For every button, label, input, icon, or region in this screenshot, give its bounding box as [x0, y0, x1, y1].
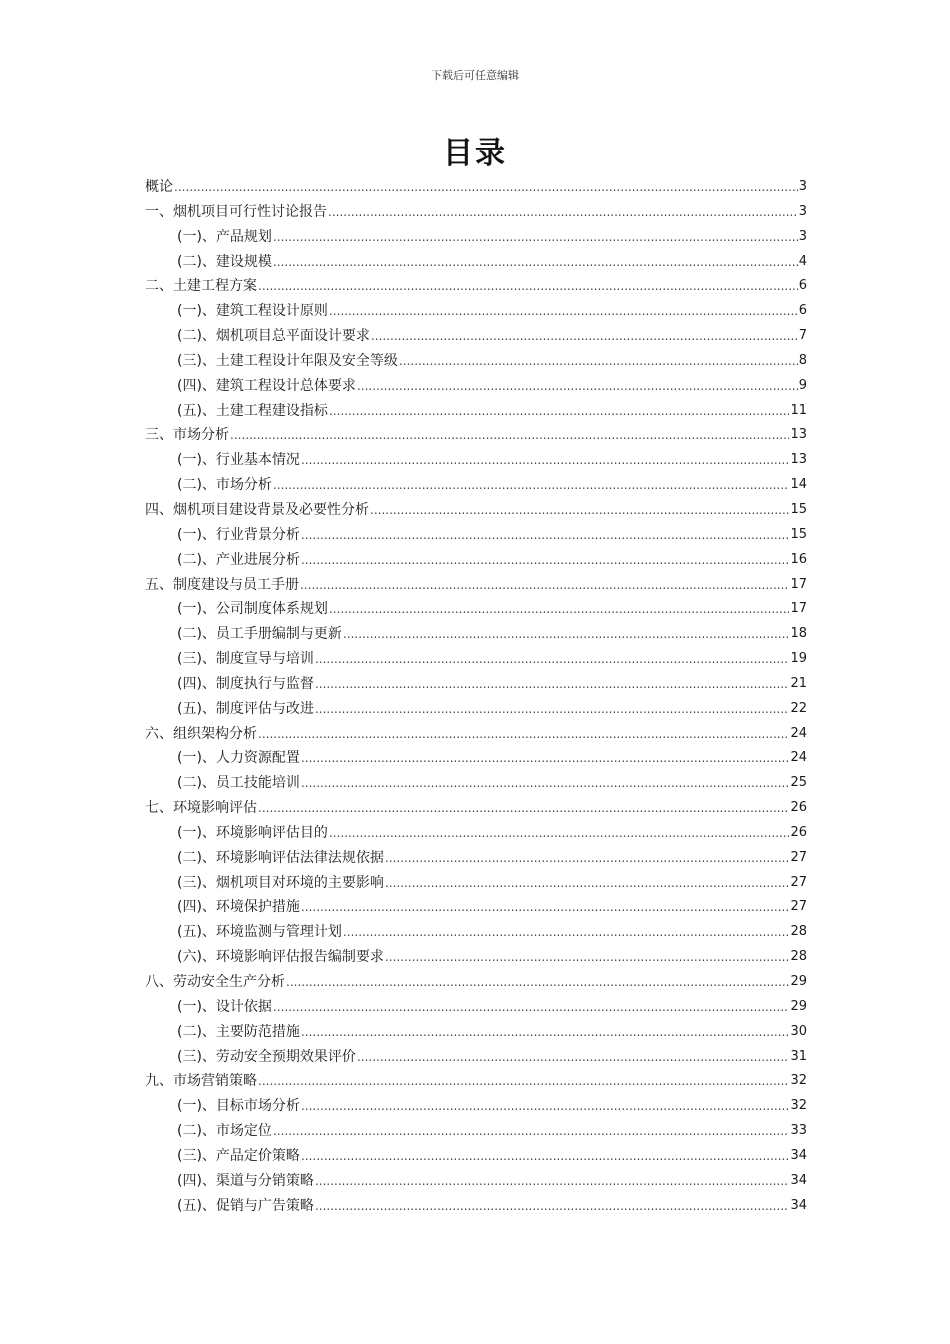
- toc-entry-page: 13: [790, 427, 807, 443]
- toc-entry-page: 27: [790, 874, 807, 890]
- toc-entry-label: (一)、产品规划: [177, 228, 272, 245]
- toc-dot-leader: [328, 200, 798, 225]
- toc-entry[interactable]: [145, 1119, 807, 1144]
- toc-dot-leader: [301, 523, 790, 548]
- toc-dot-leader: [301, 895, 790, 920]
- toc-entry-label: (二)、员工手册编制与更新: [177, 626, 342, 643]
- toc-dot-leader: [301, 448, 790, 473]
- toc-entry-page: 34: [790, 1197, 807, 1213]
- toc-entry[interactable]: [145, 1169, 807, 1194]
- toc-entry-label: (三)、土建工程设计年限及安全等级: [177, 352, 398, 369]
- toc-dot-leader: [371, 324, 798, 349]
- toc-entry-label: (一)、目标市场分析: [177, 1098, 300, 1115]
- toc-dot-leader: [258, 274, 798, 299]
- toc-entry[interactable]: [145, 473, 807, 498]
- toc-entry[interactable]: [145, 871, 807, 896]
- toc-entry-label: (一)、建筑工程设计原则: [177, 303, 328, 320]
- toc-entry-label: (二)、主要防范措施: [177, 1023, 300, 1040]
- toc-dot-leader: [301, 1020, 790, 1045]
- toc-entry-label: (四)、制度执行与监督: [177, 675, 314, 692]
- toc-entry-page: 28: [790, 924, 807, 940]
- toc-entry[interactable]: [145, 995, 807, 1020]
- toc-entry-label: (二)、产业进展分析: [177, 551, 300, 568]
- toc-entry-label: (三)、产品定价策略: [177, 1147, 300, 1164]
- toc-dot-leader: [273, 250, 798, 275]
- toc-entry[interactable]: [145, 1069, 807, 1094]
- toc-entry-page: 28: [790, 949, 807, 965]
- toc-entry[interactable]: [145, 1194, 807, 1219]
- toc-entry-page: 6: [798, 303, 807, 319]
- toc-dot-leader: [385, 846, 790, 871]
- toc-entry-page: 19: [790, 651, 807, 667]
- toc-entry-page: 3: [798, 228, 807, 244]
- toc-entry-label: (一)、行业基本情况: [177, 452, 300, 469]
- toc-entry-page: 26: [790, 800, 807, 816]
- toc-entry-label: (一)、环境影响评估目的: [177, 824, 328, 841]
- toc-entry[interactable]: [145, 1045, 807, 1070]
- toc-entry-page: 29: [790, 998, 807, 1014]
- toc-entry-page: 22: [790, 700, 807, 716]
- toc-dot-leader: [315, 672, 790, 697]
- toc-entry[interactable]: [145, 423, 807, 448]
- toc-entry-page: 21: [790, 675, 807, 691]
- toc-dot-leader: [329, 299, 798, 324]
- toc-dot-leader: [273, 225, 798, 250]
- toc-entry-page: 7: [798, 328, 807, 344]
- toc-entry[interactable]: [145, 374, 807, 399]
- toc-entry-label: 三、市场分析: [145, 427, 229, 444]
- toc-entry-page: 24: [790, 750, 807, 766]
- toc-entry-page: 26: [790, 824, 807, 840]
- toc-entry[interactable]: [145, 647, 807, 672]
- toc-dot-leader: [301, 771, 790, 796]
- toc-entry-page: 11: [790, 402, 807, 418]
- toc-entry[interactable]: [145, 1020, 807, 1045]
- toc-entry[interactable]: [145, 895, 807, 920]
- toc-entry-page: 34: [790, 1172, 807, 1188]
- toc-entry-page: 25: [790, 775, 807, 791]
- toc-entry-label: (二)、市场定位: [177, 1123, 272, 1140]
- toc-entry-page: 14: [790, 477, 807, 493]
- toc-dot-leader: [343, 622, 790, 647]
- toc-dot-leader: [301, 1144, 790, 1169]
- toc-entry-page: 32: [790, 1098, 807, 1114]
- toc-entry[interactable]: [145, 225, 807, 250]
- toc-dot-leader: [315, 647, 790, 672]
- table-of-contents: [145, 175, 807, 1218]
- toc-entry-label: 九、市场营销策略: [145, 1073, 257, 1090]
- toc-entry[interactable]: [145, 622, 807, 647]
- toc-entry-label: (二)、建设规模: [177, 253, 272, 270]
- toc-dot-leader: [329, 399, 790, 424]
- toc-entry-page: 3: [798, 203, 807, 219]
- toc-entry-label: (四)、环境保护措施: [177, 899, 300, 916]
- toc-dot-leader: [370, 498, 789, 523]
- toc-entry[interactable]: [145, 399, 807, 424]
- toc-dot-leader: [385, 871, 790, 896]
- toc-dot-leader: [300, 573, 789, 598]
- toc-entry-page: 34: [790, 1147, 807, 1163]
- toc-entry-page: 8: [798, 352, 807, 368]
- toc-dot-leader: [315, 1169, 790, 1194]
- toc-entry-page: 30: [790, 1023, 807, 1039]
- toc-entry[interactable]: [145, 1094, 807, 1119]
- toc-entry[interactable]: [145, 573, 807, 598]
- toc-entry-page: 18: [790, 626, 807, 642]
- toc-entry[interactable]: [145, 672, 807, 697]
- toc-entry[interactable]: [145, 821, 807, 846]
- toc-entry-page: 29: [790, 974, 807, 989]
- toc-entry-page: 27: [790, 849, 807, 865]
- toc-entry-label: 二、土建工程方案: [145, 278, 257, 295]
- toc-entry-label: (二)、市场分析: [177, 477, 272, 494]
- toc-entry-page: 6: [798, 278, 807, 294]
- toc-entry-page: 13: [790, 452, 807, 468]
- toc-entry-label: (六)、环境影响评估报告编制要求: [177, 949, 384, 966]
- toc-entry-page: 17: [790, 576, 807, 592]
- toc-dot-leader: [315, 697, 790, 722]
- toc-title: 目录: [443, 136, 507, 171]
- toc-entry-label: 四、烟机项目建设背景及必要性分析: [145, 501, 369, 518]
- toc-dot-leader: [273, 473, 790, 498]
- toc-entry[interactable]: [145, 448, 807, 473]
- toc-entry-page: 24: [790, 725, 807, 741]
- toc-entry-page: 9: [798, 377, 807, 393]
- toc-entry[interactable]: [145, 175, 807, 200]
- toc-entry-label: 一、烟机项目可行性讨论报告: [145, 203, 327, 220]
- toc-entry-label: (四)、建筑工程设计总体要求: [177, 377, 356, 394]
- toc-entry-label: (五)、环境监测与管理计划: [177, 924, 342, 941]
- toc-entry[interactable]: [145, 970, 807, 995]
- toc-dot-leader: [343, 920, 790, 945]
- toc-entry[interactable]: [145, 796, 807, 821]
- toc-dot-leader: [258, 796, 789, 821]
- toc-dot-leader: [258, 722, 789, 747]
- toc-entry[interactable]: [145, 274, 807, 299]
- toc-entry[interactable]: [145, 523, 807, 548]
- toc-entry-label: (一)、行业背景分析: [177, 526, 300, 543]
- toc-dot-leader: [273, 995, 790, 1020]
- toc-dot-leader: [329, 597, 790, 622]
- toc-dot-leader: [230, 423, 789, 448]
- toc-dot-leader: [301, 548, 790, 573]
- toc-entry-label: (一)、公司制度体系规划: [177, 601, 328, 618]
- toc-entry[interactable]: [145, 945, 807, 970]
- toc-entry-label: (二)、环境影响评估法律法规依据: [177, 849, 384, 866]
- toc-dot-leader: [286, 970, 789, 995]
- toc-entry[interactable]: [145, 920, 807, 945]
- toc-entry-page: 15: [790, 526, 807, 542]
- toc-entry[interactable]: [145, 746, 807, 771]
- toc-entry-label: (一)、设计依据: [177, 998, 272, 1015]
- toc-dot-leader: [273, 1119, 790, 1144]
- toc-entry-page: 15: [790, 501, 807, 517]
- toc-entry-label: (三)、劳动安全预期效果评价: [177, 1048, 356, 1065]
- toc-dot-leader: [399, 349, 798, 374]
- toc-dot-leader: [385, 945, 790, 970]
- toc-dot-leader: [329, 821, 790, 846]
- toc-entry-label: 七、环境影响评估: [145, 800, 257, 817]
- toc-entry[interactable]: [145, 498, 807, 523]
- toc-entry-page: 3: [798, 179, 807, 194]
- toc-entry[interactable]: [145, 250, 807, 275]
- toc-entry[interactable]: [145, 722, 807, 747]
- toc-entry[interactable]: [145, 597, 807, 622]
- toc-entry-label: (五)、促销与广告策略: [177, 1197, 314, 1214]
- toc-entry[interactable]: [145, 771, 807, 796]
- toc-entry-page: 32: [790, 1073, 807, 1089]
- toc-entry-label: (二)、员工技能培训: [177, 775, 300, 792]
- toc-entry-page: 4: [798, 253, 807, 269]
- toc-entry-label: 概论: [145, 179, 173, 195]
- toc-entry-label: 五、制度建设与员工手册: [145, 576, 299, 593]
- toc-entry-page: 33: [790, 1123, 807, 1139]
- toc-entry[interactable]: [145, 349, 807, 374]
- toc-dot-leader: [357, 374, 798, 399]
- toc-entry-label: 六、组织架构分析: [145, 725, 257, 742]
- page-header: 下载后可任意编辑: [431, 69, 519, 82]
- toc-entry-label: (五)、制度评估与改进: [177, 700, 314, 717]
- toc-entry[interactable]: [145, 846, 807, 871]
- toc-entry-page: 16: [790, 551, 807, 567]
- toc-entry[interactable]: [145, 697, 807, 722]
- toc-entry[interactable]: [145, 324, 807, 349]
- toc-entry-label: (二)、烟机项目总平面设计要求: [177, 328, 370, 345]
- toc-entry-label: (三)、烟机项目对环境的主要影响: [177, 874, 384, 891]
- toc-dot-leader: [301, 1094, 790, 1119]
- toc-entry-label: (四)、渠道与分销策略: [177, 1172, 314, 1189]
- toc-entry[interactable]: [145, 299, 807, 324]
- toc-entry[interactable]: [145, 1144, 807, 1169]
- toc-entry-label: (一)、人力资源配置: [177, 750, 300, 767]
- toc-dot-leader: [258, 1069, 789, 1094]
- toc-entry-label: (五)、土建工程建设指标: [177, 402, 328, 419]
- toc-entry-label: 八、劳动安全生产分析: [145, 974, 285, 990]
- toc-entry[interactable]: [145, 200, 807, 225]
- toc-dot-leader: [357, 1045, 790, 1070]
- toc-entry-label: (三)、制度宣导与培训: [177, 651, 314, 668]
- toc-entry[interactable]: [145, 548, 807, 573]
- toc-dot-leader: [315, 1194, 790, 1219]
- toc-dot-leader: [174, 175, 798, 200]
- toc-entry-page: 27: [790, 899, 807, 915]
- toc-entry-page: 17: [790, 601, 807, 617]
- toc-entry-page: 31: [790, 1048, 807, 1064]
- toc-dot-leader: [301, 746, 790, 771]
